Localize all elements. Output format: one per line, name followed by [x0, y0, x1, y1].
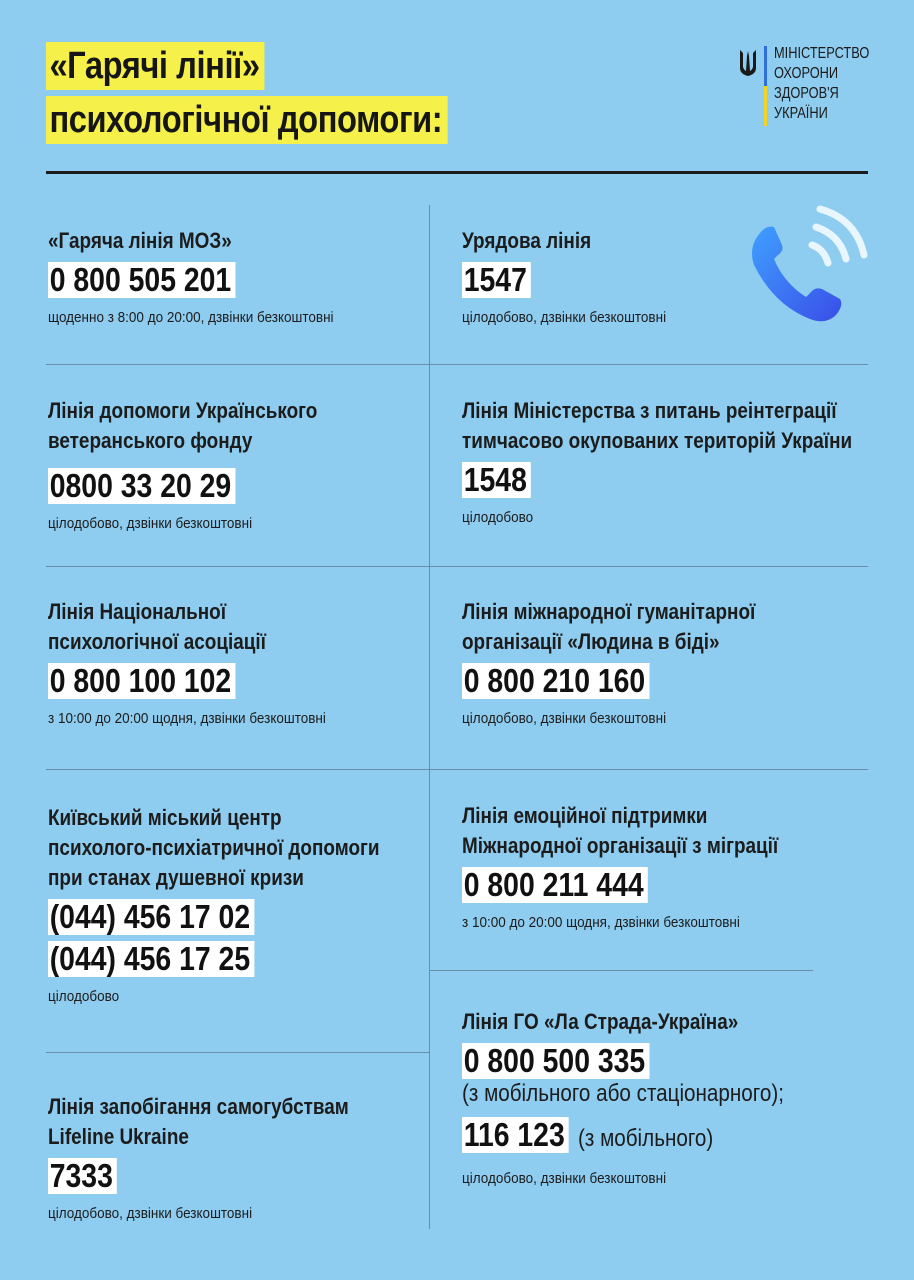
- phone-number[interactable]: 0 800 100 102: [48, 663, 236, 699]
- hotline-title: [462, 597, 755, 657]
- hotline-title-line: при станах душевної кризи: [48, 865, 304, 890]
- phone-number[interactable]: 0800 33 20 29: [48, 468, 236, 504]
- hotline-note: щоденно з 8:00 до 20:00, дзвінки безкоштовні: [48, 309, 334, 326]
- hotline-note: цілодобово, дзвінки безкоштовні: [48, 515, 253, 532]
- row-divider: [46, 1052, 430, 1053]
- hotline-veteran-fund: [48, 396, 361, 534]
- hotline-title-line: психолого-психіатричної допомоги: [48, 835, 380, 860]
- hotline-kyiv-center: [48, 803, 434, 1007]
- hotline-note: цілодобово: [48, 988, 120, 1005]
- hotline-note: цілодобово: [462, 509, 534, 526]
- hotline-title: [48, 597, 314, 657]
- row-divider: [46, 364, 868, 365]
- page-title-line-1: «Гарячі лінії»: [46, 42, 265, 90]
- phone-number[interactable]: 0 800 211 444: [462, 867, 648, 903]
- hotline-reintegration: [462, 396, 914, 528]
- hotline-title-line: Лінія Міністерства з питань реінтеграції: [462, 398, 837, 423]
- hotline-title-line: Лінія міжнародної гуманітарної: [462, 599, 756, 624]
- hotline-government: [462, 226, 689, 328]
- hotline-title: [48, 803, 380, 893]
- phone-number[interactable]: (044) 456 17 25: [48, 941, 254, 977]
- hotline-note: цілодобово, дзвінки безкоштовні: [462, 710, 667, 727]
- phone-extra-note: (з мобільного або стаціонарного);: [462, 1080, 784, 1107]
- row-divider: [46, 769, 868, 770]
- hotline-iom: [462, 801, 830, 933]
- header-divider: [46, 171, 868, 174]
- hotline-note: цілодобово, дзвінки безкоштовні: [48, 1205, 253, 1222]
- phone-number[interactable]: 1548: [462, 462, 531, 498]
- phone-number[interactable]: 0 800 210 160: [462, 663, 650, 699]
- phone-number[interactable]: 116 123: [462, 1117, 569, 1153]
- hotline-title: [462, 226, 657, 256]
- logo-line: МІНІСТЕРСТВО: [774, 45, 870, 62]
- phone-number[interactable]: 0 800 505 201: [48, 262, 236, 298]
- hotline-title-line: ветеранського фонду: [48, 428, 253, 453]
- page-title-line-2: психологічної допомоги:: [46, 96, 447, 144]
- logo-text: [774, 44, 878, 124]
- phone-number[interactable]: (044) 456 17 02: [48, 899, 254, 935]
- hotline-title-line: Лінія запобігання самогубствам: [48, 1094, 349, 1119]
- hotline-title-line: тимчасово окупованих територій України: [462, 428, 853, 453]
- hotline-title-line: Київський міський центр: [48, 805, 282, 830]
- hotline-title: [48, 396, 317, 456]
- column-divider: [429, 205, 430, 1229]
- hotline-title-line: Лінія допомоги Українського: [48, 398, 318, 423]
- hotline-title-line: Міжнародної організації з міграції: [462, 833, 779, 858]
- hotline-note: цілодобово, дзвінки безкоштовні: [462, 309, 667, 326]
- phone-call-icon: [740, 205, 870, 335]
- hotline-title: [48, 1092, 349, 1152]
- hotline-note: з 10:00 до 20:00 щодня, дзвінки безкоштовні: [48, 710, 326, 727]
- hotline-title: [462, 396, 852, 456]
- logo-line: ЗДОРОВ'Я: [774, 85, 839, 102]
- trident-icon: [738, 48, 758, 78]
- hotline-title-line: Лінія Національної: [48, 599, 227, 624]
- hotline-note: цілодобово, дзвінки безкоштовні: [462, 1170, 667, 1187]
- hotline-title-line: Lifeline Ukraine: [48, 1124, 189, 1149]
- hotline-lifeline: [48, 1092, 398, 1224]
- hotline-title-line: організації «Людина в біді»: [462, 629, 720, 654]
- hotline-note: з 10:00 до 20:00 щодня, дзвінки безкоштовні: [462, 914, 740, 931]
- hotline-title-line: Лінія ГО «Ла Страда-Україна»: [462, 1009, 739, 1034]
- row-divider: [429, 970, 813, 971]
- row-divider: [46, 566, 868, 567]
- hotline-title-line: Лінія емоційної підтримки: [462, 803, 708, 828]
- hotline-title: [462, 1007, 784, 1037]
- phone-extra-note: (з мобільного): [578, 1125, 714, 1152]
- hotline-people-in-need: [462, 597, 803, 729]
- hotline-title: [48, 226, 321, 256]
- logo-line: УКРАЇНИ: [774, 105, 828, 122]
- hotline-title-line: Урядова лінія: [462, 228, 592, 253]
- hotline-moz: [48, 226, 365, 328]
- phone-number[interactable]: 1547: [462, 262, 531, 298]
- hotline-title: [462, 801, 778, 861]
- hotline-title-line: «Гаряча лінія МОЗ»: [48, 228, 232, 253]
- hotline-la-strada: [462, 1007, 836, 1189]
- hotline-title-line: психологічної асоціації: [48, 629, 266, 654]
- logo-line: ОХОРОНИ: [774, 65, 839, 82]
- logo-color-bar: [764, 46, 767, 126]
- phone-number[interactable]: 0 800 500 335: [462, 1043, 650, 1079]
- phone-number[interactable]: 7333: [48, 1158, 117, 1194]
- hotline-psych-association: [48, 597, 357, 729]
